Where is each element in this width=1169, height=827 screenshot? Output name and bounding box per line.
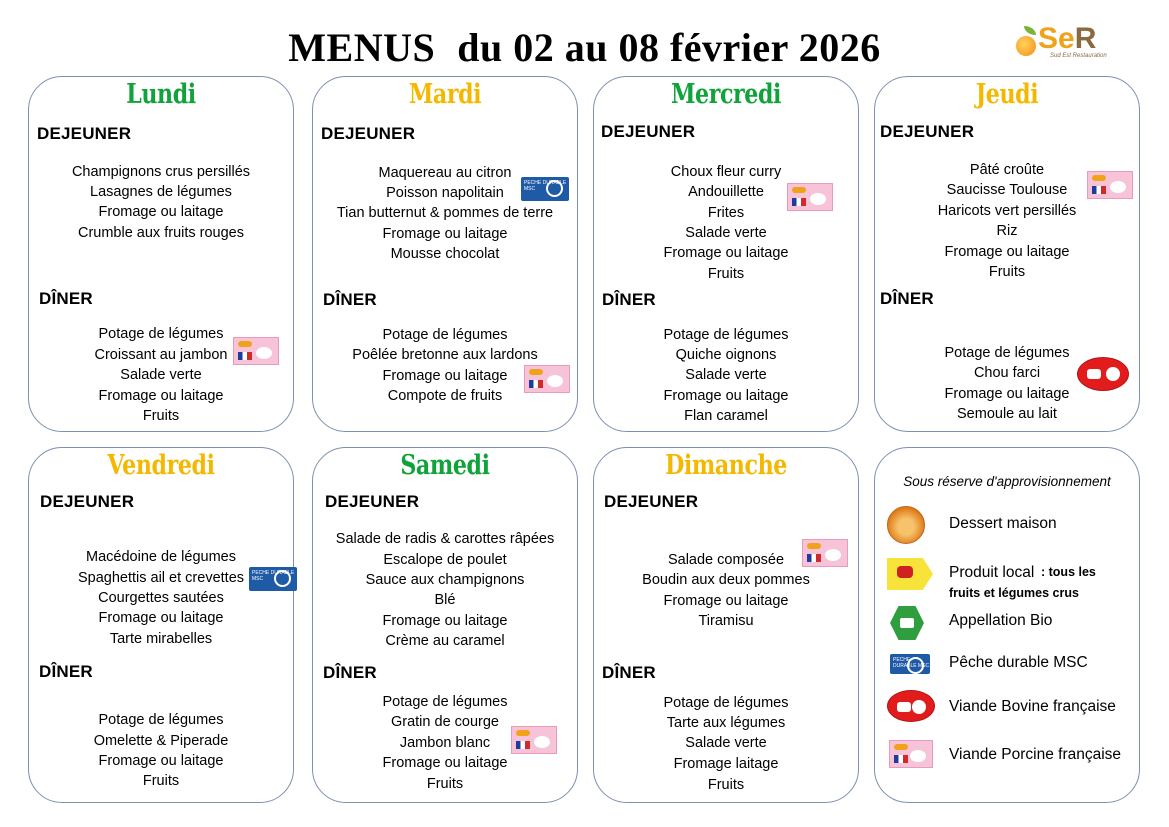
menu-item: Salade de radis & carottes râpées bbox=[335, 531, 555, 547]
day-title: Lundi bbox=[126, 79, 196, 110]
menu-item: Fromage ou laitage bbox=[98, 388, 224, 404]
day-title: Dimanche bbox=[665, 450, 787, 481]
menu-item: Tarte mirabelles bbox=[109, 631, 213, 647]
menu-item: Fruits bbox=[142, 408, 180, 424]
dejeuner-heading: DEJEUNER bbox=[604, 492, 699, 511]
menu-item: Salade verte bbox=[685, 367, 767, 383]
menu-item: Fruits bbox=[142, 773, 180, 789]
menu-item: Fromage laitage bbox=[673, 756, 779, 772]
menu-item: Tian butternut & pommes de terre bbox=[336, 205, 554, 221]
menu-item: Potage de légumes bbox=[663, 695, 789, 711]
legend-note-local-1: : tous les bbox=[1041, 565, 1096, 579]
menu-item: Potage de légumes bbox=[663, 327, 789, 343]
legend-label-msc: Pêche durable MSC bbox=[949, 654, 1088, 671]
menu-item: Salade verte bbox=[685, 225, 767, 241]
viande-porcine-icon bbox=[524, 365, 570, 393]
menu-item: Fromage ou laitage bbox=[98, 753, 224, 769]
menu-item: Omelette & Piperade bbox=[93, 733, 229, 749]
menu-item: Andouillette bbox=[688, 184, 764, 200]
day-card-lundi bbox=[28, 76, 294, 432]
day-card-dimanche bbox=[593, 447, 859, 803]
menu-item: Salade composée bbox=[667, 552, 785, 568]
dessert-maison-icon bbox=[887, 506, 925, 544]
menu-item: Quiche oignons bbox=[675, 347, 777, 363]
menu-item: Croissant au jambon bbox=[94, 347, 228, 363]
menu-item: Fromage ou laitage bbox=[382, 613, 508, 629]
day-card-mardi bbox=[312, 76, 578, 432]
dejeuner-heading: DEJEUNER bbox=[37, 124, 132, 143]
menu-item: Compote de fruits bbox=[387, 388, 503, 404]
menu-item: Fruits bbox=[707, 266, 745, 282]
dejeuner-heading: DEJEUNER bbox=[321, 124, 416, 143]
menu-item: Potage de légumes bbox=[382, 327, 508, 343]
menu-item: Fromage ou laitage bbox=[663, 245, 789, 261]
logo-leaf-icon bbox=[1024, 26, 1036, 35]
menu-item: Lasagnes de légumes bbox=[90, 184, 232, 200]
menu-item: Boudin aux deux pommes bbox=[642, 572, 810, 588]
menu-item: Crème au caramel bbox=[385, 633, 505, 649]
viande-porcine-icon bbox=[802, 539, 848, 567]
page-title bbox=[0, 24, 1169, 71]
viande-porcine-icon bbox=[1087, 171, 1133, 199]
day-title: Samedi bbox=[400, 450, 490, 481]
menu-item: Jambon blanc bbox=[399, 735, 491, 751]
menu-item: Fromage ou laitage bbox=[98, 204, 224, 220]
legend-label-local: Produit local bbox=[949, 564, 1035, 581]
bio-icon bbox=[890, 606, 924, 640]
legend-label-bovine: Viande Bovine française bbox=[949, 698, 1116, 715]
msc-icon: PECHE DURABLE MSC bbox=[521, 177, 569, 201]
menu-item: Chou farci bbox=[973, 365, 1041, 381]
diner-heading: DÎNER bbox=[602, 290, 656, 309]
title-dates: du 02 au 08 février 2026 bbox=[457, 25, 881, 70]
menu-item: Fromage ou laitage bbox=[382, 755, 508, 771]
menu-item: Fromage ou laitage bbox=[944, 386, 1070, 402]
viande-porcine-icon bbox=[511, 726, 557, 754]
diner-heading: DÎNER bbox=[323, 290, 377, 309]
legend-label-dessert: Dessert maison bbox=[949, 515, 1057, 532]
day-card-samedi bbox=[312, 447, 578, 803]
diner-heading: DÎNER bbox=[602, 663, 656, 682]
logo-tagline: Sud Est Restauration bbox=[1050, 53, 1107, 59]
menu-item: Sauce aux champignons bbox=[365, 572, 525, 588]
menu-item: Crumble aux fruits rouges bbox=[77, 225, 244, 241]
menu-item: Semoule au lait bbox=[957, 406, 1057, 422]
legend-label-bio: Appellation Bio bbox=[949, 612, 1053, 629]
menu-item: Fromage ou laitage bbox=[663, 593, 789, 609]
menu-item: Poêlée bretonne aux lardons bbox=[352, 347, 538, 363]
menu-item: Courgettes sautées bbox=[98, 590, 224, 606]
menu-item: Spaghettis ail et crevettes bbox=[77, 570, 245, 586]
logo-wordmark: SeR bbox=[1038, 22, 1097, 55]
menu-item: Mousse chocolat bbox=[390, 246, 500, 262]
menu-item: Potage de légumes bbox=[944, 345, 1070, 361]
ser-logo bbox=[1016, 22, 1132, 58]
day-card-jeudi bbox=[874, 76, 1140, 432]
title-menus: MENUS bbox=[288, 25, 436, 70]
menu-item: Blé bbox=[434, 592, 456, 608]
day-title: Mardi bbox=[408, 79, 482, 110]
viande-porcine-icon bbox=[233, 337, 279, 365]
day-title: Vendredi bbox=[107, 450, 215, 481]
menu-item: Potage de légumes bbox=[382, 694, 508, 710]
menu-item: Haricots vert persillés bbox=[937, 203, 1077, 219]
day-title: Mercredi bbox=[670, 79, 782, 110]
menu-item: Fromage ou laitage bbox=[944, 244, 1070, 260]
menu-item: Fromage ou laitage bbox=[98, 610, 224, 626]
menu-item: Pâté croûte bbox=[969, 162, 1045, 178]
menu-item: Frites bbox=[707, 205, 745, 221]
menu-item: Fruits bbox=[988, 264, 1026, 280]
diner-heading: DÎNER bbox=[323, 663, 377, 682]
menu-item: Salade verte bbox=[685, 735, 767, 751]
menu-item: Salade verte bbox=[120, 367, 202, 383]
menu-item: Escalope de poulet bbox=[383, 552, 507, 568]
legend-card bbox=[874, 447, 1140, 803]
menu-item: Gratin de courge bbox=[390, 714, 499, 730]
menu-item: Tiramisu bbox=[698, 613, 754, 629]
dejeuner-heading: DEJEUNER bbox=[40, 492, 135, 511]
menu-item: Choux fleur curry bbox=[670, 164, 782, 180]
viande-porcine-icon bbox=[787, 183, 833, 211]
day-card-vendredi bbox=[28, 447, 294, 803]
menu-item: Fruits bbox=[426, 776, 464, 792]
diner-heading: DÎNER bbox=[39, 289, 93, 308]
menu-item: Tarte aux légumes bbox=[666, 715, 786, 731]
menu-item: Fromage ou laitage bbox=[382, 368, 508, 384]
menu-item: Flan caramel bbox=[684, 408, 768, 424]
dejeuner-heading: DEJEUNER bbox=[601, 122, 696, 141]
menu-item: Fruits bbox=[707, 777, 745, 793]
dejeuner-heading: DEJEUNER bbox=[880, 122, 975, 141]
menu-item: Poisson napolitain bbox=[386, 185, 504, 201]
msc-icon: PECHE DURABLE MSC bbox=[890, 654, 930, 674]
viande-bovine-icon bbox=[887, 690, 935, 722]
viande-porcine-icon bbox=[889, 740, 933, 768]
menu-item: Macédoine de légumes bbox=[86, 549, 236, 565]
legend-note-local-2: fruits et légumes crus bbox=[949, 586, 1079, 600]
viande-bovine-icon bbox=[1077, 357, 1129, 391]
diner-heading: DÎNER bbox=[880, 289, 934, 308]
legend-title: Sous réserve d'approvisionnement bbox=[903, 474, 1111, 489]
logo-orange-icon bbox=[1016, 36, 1036, 56]
menu-item: Fromage ou laitage bbox=[382, 226, 508, 242]
menu-item: Saucisse Toulouse bbox=[946, 182, 1068, 198]
legend-label-porcine: Viande Porcine française bbox=[949, 746, 1122, 763]
menu-item: Potage de légumes bbox=[98, 712, 224, 728]
produit-local-icon bbox=[887, 558, 933, 590]
day-title: Jeudi bbox=[975, 79, 1039, 110]
diner-heading: DÎNER bbox=[39, 662, 93, 681]
menu-item: Maquereau au citron bbox=[378, 165, 512, 181]
menu-item: Champignons crus persillés bbox=[71, 164, 251, 180]
menu-item: Potage de légumes bbox=[98, 326, 224, 342]
dejeuner-heading: DEJEUNER bbox=[325, 492, 420, 511]
msc-icon: PECHE DURABLE MSC bbox=[249, 567, 297, 591]
day-card-mercredi bbox=[593, 76, 859, 432]
menu-item: Riz bbox=[996, 223, 1018, 239]
menu-item: Fromage ou laitage bbox=[663, 388, 789, 404]
